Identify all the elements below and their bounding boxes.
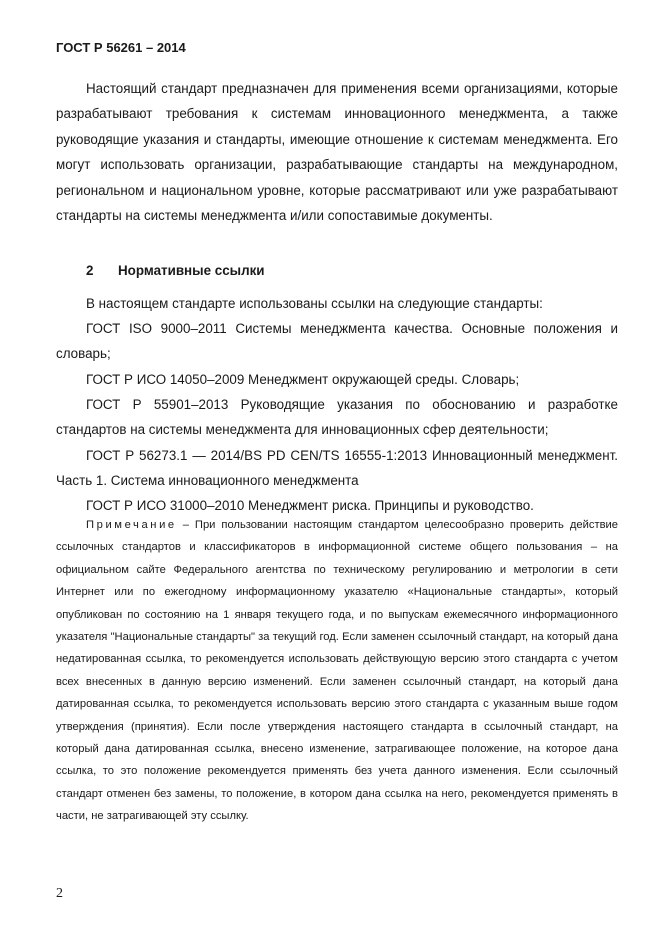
note-text: – При пользовании настоящим стандартом целесообразно проверить действие ссылочных стандартов и классификаторов в информационной системе общего пользования – на официальном сайте Федерального агентства по техническому регулированию и метрологии в сети Интернет или по ежегодному информационному указателю «Национальные стандарты», который опубликован по состоянию на 1 января текущего года, и по выпускам ежемесячного информационного указателя "Национальные стандарты" за текущий год. Если заменен ссылочный стандарт, на который дана недатированная ссылка, то рекомендуется использовать действующую версию этого стандарта с учетом всех внесенных в данную версию изменений. Если заменен ссылочный стандарт, на который дана датированная ссылка, то рекомендуется использовать версию этого стандарта с указанным выше годом утверждения (принятия). Если после утверждения настоящего стандарта в ссылочный стандарт, на который дана датированная ссылка, внесено изменение, затрагивающее положение, на которое дана ссылка, то это положение рекомендуется применять без учета данного изменения. Если ссылочный стандарт отменен без замены, то положение, в котором дана ссылка на него, рекомендуется применять в части, не затрагивающей эту ссылку. — [56, 519, 618, 823]
document-header: ГОСТ Р 56261 – 2014 — [56, 40, 186, 55]
reference-item: ГОСТ Р ИСО 31000–2010 Менеджмент риска. Принципы и руководство. — [86, 498, 534, 513]
section-number: 2 — [86, 263, 94, 278]
reference-item: ГОСТ Р 56273.1 — 2014/BS PD CEN/TS 16555-1:2013 Инновационный менеджмент. Часть 1. Система инновационного менеджмента — [56, 448, 618, 489]
note-paragraph — [56, 514, 618, 828]
note-label: Примечание — [86, 519, 177, 531]
reference-item: ГОСТ ISO 9000–2011 Системы менеджмента качества. Основные положения и словарь; — [56, 321, 618, 362]
section-heading — [86, 263, 265, 278]
page-number: 2 — [56, 886, 63, 901]
section-title: Нормативные ссылки — [118, 263, 265, 278]
reference-item: ГОСТ Р 55901–2013 Руководящие указания по обоснованию и разработке стандартов на системы менеджмента для инновационных сфер деятельности; — [56, 397, 618, 438]
intro-paragraph: Настоящий стандарт предназначен для применения всеми организациями, которые разрабатывают требования к системам инновационного менеджмента, а также руководящие указания и стандарты, имеющие отношение к системам менеджмента. Его могут использовать организации, разрабатывающие стандарты на международном, региональном и национальном уровне, которые рассматривают или уже разрабатывают стандарты на системы менеджмента и/или сопоставимые документы. — [56, 81, 618, 224]
references-lead: В настоящем стандарте использованы ссылки на следующие стандарты: — [86, 296, 543, 311]
reference-item: ГОСТ Р ИСО 14050–2009 Менеджмент окружающей среды. Словарь; — [86, 372, 520, 387]
